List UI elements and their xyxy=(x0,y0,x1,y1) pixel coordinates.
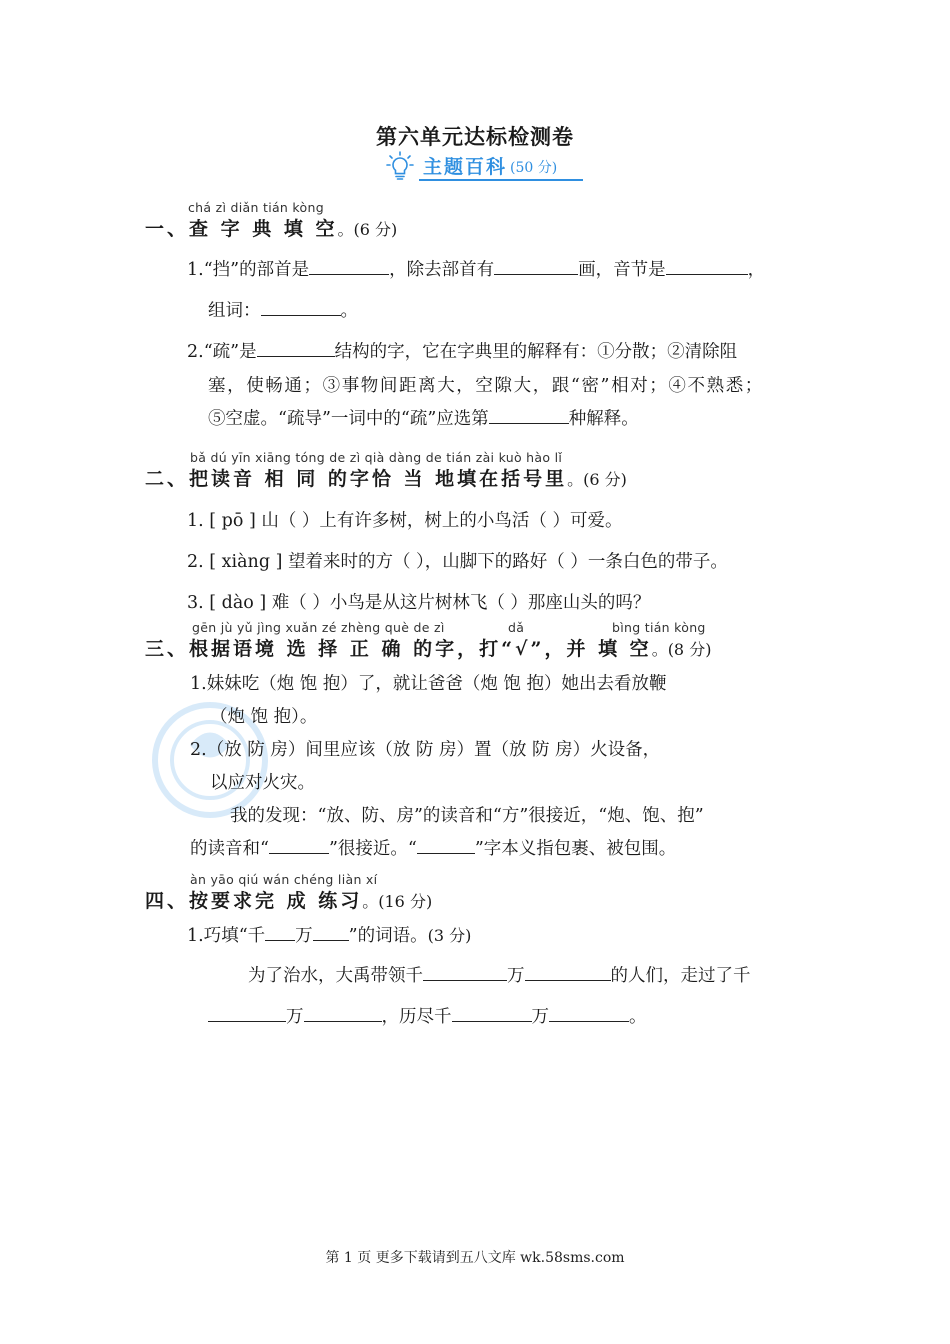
s1-q2-text-b: 结构的字，它在字典里的解释有：①分散；②清除阻 xyxy=(334,342,738,362)
s3-line2: 2.（放 防 房）间里应该（放 防 房）置（放 防 房）火设备， xyxy=(190,740,661,760)
s2-heading xyxy=(145,464,627,491)
s4-passage-text-e: ，历尽千 xyxy=(381,1007,452,1027)
answer-blank[interactable] xyxy=(417,835,475,854)
s1-title: 查 字 典 填 空 xyxy=(189,218,338,240)
s1-q2-text-a: 2.“疏”是 xyxy=(187,342,257,362)
s4-title: 按要求完 成 练习 xyxy=(189,890,363,912)
theme-underline xyxy=(419,179,583,181)
s3-line1b: （炮 饱 抱）。 xyxy=(210,707,318,727)
s2-pinyin: bǎ dú yīn xiāng tóng de zì qià dàng de tián zài kuò hào lǐ xyxy=(190,450,563,465)
answer-blank[interactable] xyxy=(423,962,507,981)
page-footer: 第 1 页 更多下载请到五八文库 wk.58sms.com xyxy=(325,1250,625,1266)
answer-blank[interactable] xyxy=(304,1003,382,1022)
lightbulb-icon xyxy=(383,150,417,184)
s2-line1: 1. [ pō ] 山（ ）上有许多树，树上的小鸟活（ ）可爱。 xyxy=(187,511,623,531)
s1-q1-line2 xyxy=(208,297,358,322)
theme-label: 主题百科 xyxy=(423,156,508,178)
s4-passage-text-f: 万 xyxy=(531,1007,549,1027)
page-title: 第六单元达标检测卷 xyxy=(376,124,574,149)
s4-passage-text-d: 万 xyxy=(286,1007,304,1027)
s4-pinyin: àn yāo qiú wán chéng liàn xí xyxy=(190,872,378,887)
s3-discovery-2 xyxy=(190,835,676,860)
s4-q1-title xyxy=(187,922,471,947)
answer-blank[interactable] xyxy=(261,297,341,316)
s1-q2-line1 xyxy=(187,338,737,363)
answer-blank[interactable] xyxy=(525,962,611,981)
s4-passage-text-b: 万 xyxy=(507,966,525,986)
s4-passage-text-c: 的人们，走过了千 xyxy=(610,966,751,986)
answer-blank[interactable] xyxy=(549,1003,629,1022)
s1-q2-text-c: ⑤空虚。“疏导”一词中的“疏”应选第 xyxy=(208,409,489,429)
s1-q2-line2: 塞，使畅通；③事物间距离大，空隙大，跟“密”相对；④不熟悉； xyxy=(208,376,764,396)
s3-line2b: 以应对火灾。 xyxy=(210,773,315,793)
s3-discovery-text-b: ”很接近。“ xyxy=(328,839,417,859)
s4-q1-text-c: ”的词语。 xyxy=(348,926,428,946)
s4-q1-passage-2 xyxy=(208,1003,647,1028)
s3-check-mark: “√”， xyxy=(501,638,567,660)
s1-q2-text-d: 种解释。 xyxy=(568,409,639,429)
answer-blank[interactable] xyxy=(452,1003,532,1022)
s4-q1-score: (3 分) xyxy=(427,926,472,945)
s4-passage-text-g: 。 xyxy=(629,1007,647,1027)
s3-line1: 1.妹妹吃（炮 饱 抱）了，就让爸爸（炮 饱 抱）她出去看放鞭 xyxy=(190,674,667,694)
s4-q1-passage-1 xyxy=(248,962,751,987)
s1-q1-text-c: 画，音节是 xyxy=(578,260,666,280)
s4-q1-text-a: 1.巧填“千 xyxy=(187,926,266,946)
s1-heading xyxy=(145,214,397,241)
s3-heading xyxy=(145,634,711,661)
answer-blank[interactable] xyxy=(666,256,748,275)
answer-blank[interactable] xyxy=(257,338,335,357)
s3-pinyin-1: gēn jù yǔ jìng xuǎn zé zhèng què de zì xyxy=(192,620,445,635)
s3-discovery-1: 我的发现：“放、防、房”的读音和“方”很接近，“炮、饱、抱” xyxy=(230,806,704,826)
s2-line2: 2. [ xiàng ] 望着来时的方（ ），山脚下的路好（ ）一条白色的带子。 xyxy=(187,552,728,572)
s3-pinyin-3: bìng tián kòng xyxy=(612,620,706,635)
s1-q1-line1 xyxy=(187,256,765,281)
answer-blank xyxy=(265,922,295,941)
s1-q1-text-f: 。 xyxy=(340,301,358,321)
s4-heading xyxy=(145,886,432,913)
answer-blank[interactable] xyxy=(494,256,578,275)
s1-q1-text-a: 1.“挡”的部首是 xyxy=(187,260,310,280)
s3-title-a: 根据语境 选 择 正 确 的字，打 xyxy=(189,638,502,660)
answer-blank[interactable] xyxy=(489,405,569,424)
s3-score: 。(8 分) xyxy=(651,640,712,659)
s4-q1-text-b: 万 xyxy=(295,926,313,946)
answer-blank[interactable] xyxy=(269,835,329,854)
answer-blank[interactable] xyxy=(309,256,389,275)
s1-q1-text-e: 组词： xyxy=(208,301,261,321)
s1-q2-line3 xyxy=(208,405,639,430)
s3-pinyin-2: dǎ xyxy=(508,620,525,635)
s1-pinyin: chá zì diǎn tián kòng xyxy=(188,200,324,215)
s2-score: 。(6 分) xyxy=(567,470,627,489)
s3-discovery-text-a: 的读音和“ xyxy=(190,839,269,859)
s2-number: 二、 xyxy=(145,468,190,490)
answer-blank[interactable] xyxy=(208,1003,286,1022)
s1-q1-text-d: ， xyxy=(747,260,766,280)
s4-passage-text-a: 为了治水，大禹带领千 xyxy=(248,966,423,986)
s1-number: 一、 xyxy=(145,218,190,240)
theme-score: (50 分) xyxy=(510,160,558,176)
s3-title-b: 并 填 空 xyxy=(566,638,652,660)
s3-number: 三、 xyxy=(145,638,190,660)
answer-blank xyxy=(313,922,349,941)
s4-number: 四、 xyxy=(145,890,190,912)
s2-title: 把读音 相 同 的字恰 当 地填在括号里 xyxy=(189,468,568,490)
s3-discovery-text-c: ”字本义指包裹、被包围。 xyxy=(474,839,677,859)
s4-score: 。(16 分) xyxy=(362,892,433,911)
s1-q1-text-b: ，除去部首有 xyxy=(389,260,495,280)
s2-line3: 3. [ dào ] 难（ ）小鸟是从这片树林飞（ ）那座山头的吗？ xyxy=(187,593,651,613)
s1-score: 。(6 分) xyxy=(337,220,398,239)
